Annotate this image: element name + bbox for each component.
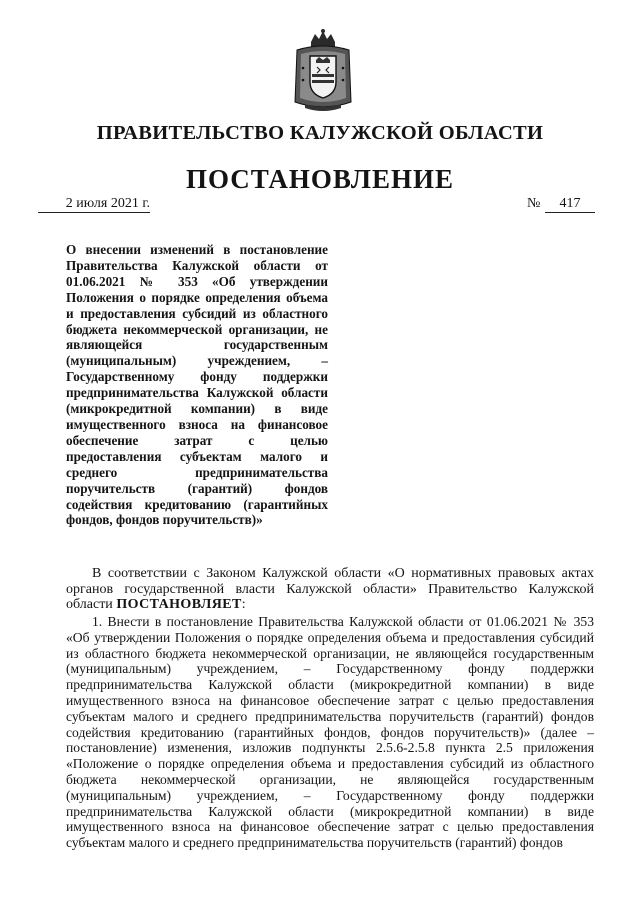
organization-name: ПРАВИТЕЛЬСТВО КАЛУЖСКОЙ ОБЛАСТИ <box>96 122 544 144</box>
decree-punctuation: : <box>241 597 246 613</box>
preamble-paragraph <box>66 566 594 613</box>
document-date: 2 июля 2021 г. <box>38 196 150 213</box>
number-value: 417 <box>545 196 595 213</box>
document-number <box>527 196 597 213</box>
decree-word: ПОСТАНОВЛЯЕТ <box>116 597 242 613</box>
document-subject: О внесении изменений в постановление Правительства Калужской области от 01.06.2021 № 353 «Об утверждении Положения о порядке определения объема и предоставления субсидий из областного бюджета некоммерческой организации, не являющейся государственным (муниципальным) учреждением, – Государственному фонду поддержки предпринимательства Калужской области (микрокредитной компании) в виде имущественного взноса на финансовое обеспечение затрат с целью предоставления субъектам малого и среднего предпринимательства поручительств (гарантий) фондов содействия кредитованию (гарантийных фондов, фондов поручительств)» <box>66 242 328 528</box>
coat-of-arms-icon <box>291 28 355 112</box>
number-sign: № <box>527 196 541 211</box>
document-type: ПОСТАНОВЛЕНИЕ <box>185 164 455 194</box>
preamble-text: В соответствии с Законом Калужской области «О нормативных правовых актах органов государственной власти Калужской области» Правительство Калужской области <box>66 566 594 613</box>
clause-1-paragraph: 1. Внести в постановление Правительства Калужской области от 01.06.2021 № 353 «Об утверждении Положения о порядке определения объема и предоставления субсидий из областного бюджета некоммерческой организации, не являющейся государственным (муниципальным) учреждением, – Государственному фонду поддержки предпринимательства Калужской области (микрокредитной компании) в виде имущественного взноса на финансовое обеспечение затрат с целью предоставления субъектам малого и среднего предпринимательства поручительств (гарантий) фондов содействия кредитованию (гарантийных фондов, фондов поручительств)» (далее – постановление) изменения, изложив подпункты 2.5.6-2.5.8 пункта 2.5 приложения «Положение о порядке определения объема и предоставления субсидий из областного бюджета некоммерческой организации, не являющейся государственным (муниципальным) учреждением, – Государственному фонду поддержки предпринимательства Калужской области (микрокредитной компании) в виде имущественного взноса на финансовое обеспечение затрат с целью предоставления субъектам малого и среднего предпринимательства поручительств (гарантий) фондов <box>66 614 594 851</box>
